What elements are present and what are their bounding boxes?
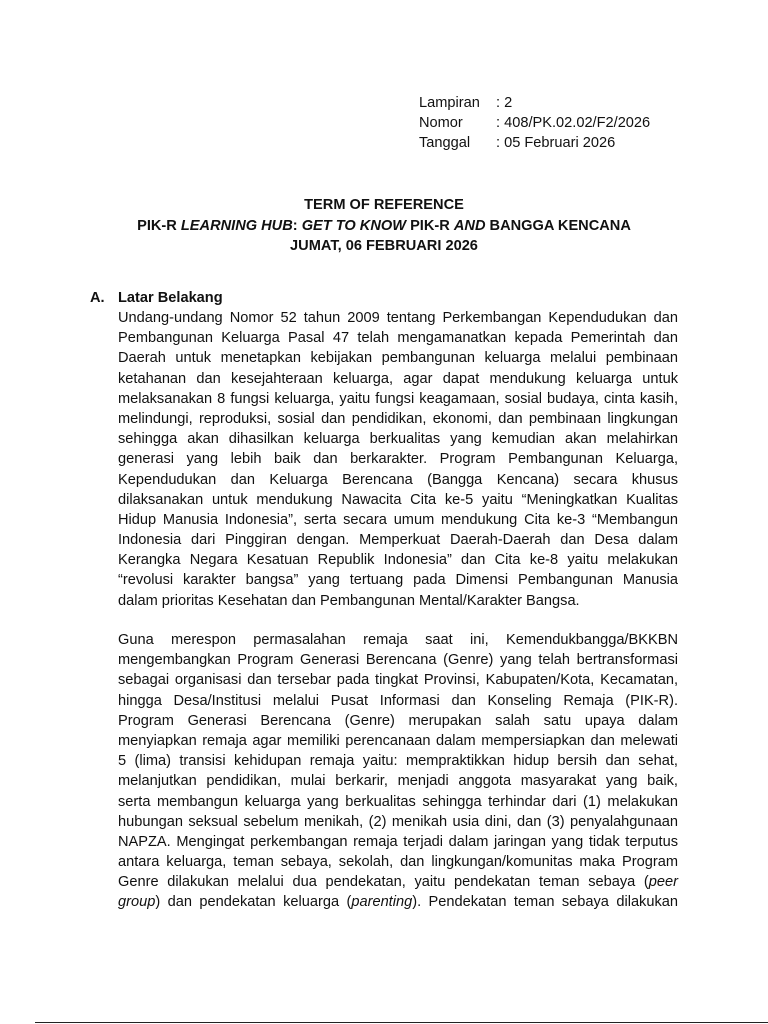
document-metadata: [419, 93, 650, 153]
paragraph-line: hubungan seksual sebelum menikah, (2) menikah usia dini, dan (3) penyalahgunaan: [118, 813, 678, 830]
paragraph-line: Indonesia dari Pinggiran dengan. Memperkuat Daerah-Daerah dan Desa dalam: [118, 532, 678, 549]
paragraph-line: Undang-undang Nomor 52 tahun 2009 tentang Perkembangan Kependudukan dan: [118, 310, 678, 326]
title-line-2: [0, 216, 768, 237]
paragraph-line: Kerangka Negara Kesatuan Republik Indonesia” dan Cita ke-8 yaitu melakukan: [118, 552, 678, 569]
section-heading: [90, 288, 223, 308]
italic-group: group: [118, 894, 156, 911]
paragraph-line: melindungi, reproduksi, sosial dan pendidikan, ekonomi, dan pembinaan lingkungan: [118, 410, 678, 427]
title-line-3: JUMAT, 06 FEBRUARI 2026: [290, 238, 478, 254]
title-text: :: [292, 217, 302, 234]
meta-row-nomor: [419, 113, 650, 133]
italic-parenting: parenting: [351, 894, 413, 911]
paragraph-line: dilaksanakan untuk mendukung Nawacita Cita ke-5 yaitu “Meningkatkan Kualitas: [118, 491, 678, 508]
paragraph-line: NAPZA. Mengingat perkembangan remaja terjadi dalam jaringan yang tidak terputus: [118, 833, 678, 850]
document-title: [0, 195, 768, 257]
title-line-1: TERM OF REFERENCE: [304, 197, 464, 213]
paragraph-line: antara keluarga, teman sebaya, sekolah, dan lingkungan/komunitas maka Program: [118, 854, 678, 871]
paragraph-line: Program Generasi Berencana (Genre) merupakan salah satu upaya dalam: [118, 712, 678, 729]
text-run: ). Pendekatan teman sebaya dilakukan: [412, 894, 678, 911]
page-bottom-rule: [35, 1022, 768, 1023]
paragraph-line: Kependudukan dan Keluarga Berencana (Bangga Kencana) secara khusus: [118, 471, 678, 488]
meta-value-tanggal: : 05 Februari 2026: [496, 135, 616, 151]
text-run: ) dan pendekatan keluarga (: [155, 894, 352, 911]
title-italic-learning-hub: LEARNING HUB: [180, 217, 293, 234]
section-letter: A.: [90, 290, 105, 306]
paragraph-line: menyiapkan remaja agar memiliki perencanaan dalam mempersiapkan dan melewati: [118, 732, 678, 749]
paragraph-line: Daerah untuk menetapkan kebijakan pembangunan keluarga melalui pembinaan: [118, 350, 678, 367]
title-text: BANGGA KENCANA: [485, 217, 631, 234]
text-run: Genre dilakukan melalui dua pendekatan, yaitu pendekatan teman sebaya (: [118, 874, 649, 891]
paragraph-line: “revolusi karakter bangsa” yang tertuang pada Dimensi Pembangunan Manusia: [118, 572, 678, 589]
paragraph-line: dalam prioritas Kesehatan dan Pembangunan Mental/Karakter Bangsa.: [118, 592, 580, 609]
paragraph-line: generasi yang lebih baik dan berkarakter. Program Pembangunan Keluarga,: [118, 451, 678, 468]
italic-peer: peer: [648, 874, 678, 891]
paragraph-latar-belakang-1: [118, 308, 678, 611]
paragraph-line: mengembangkan Program Generasi Berencana (Genre) yang telah bertransformasi: [118, 652, 678, 669]
paragraph-line: Hidup Manusia Indonesia”, serta secara umum mendukung Cita ke-3 “Membangun: [118, 511, 678, 528]
paragraph-line: Pembangunan Keluarga Pasal 47 telah mengamanatkan kepada Pemerintah dan: [118, 330, 678, 347]
meta-key-lampiran: Lampiran: [419, 95, 480, 111]
title-italic-get-to-know: GET TO KNOW: [301, 217, 407, 234]
meta-value-lampiran: : 2: [496, 95, 513, 111]
title-italic-and: AND: [453, 217, 486, 234]
meta-key-tanggal: Tanggal: [419, 135, 471, 151]
paragraph-line: sehingga akan dihasilkan keluarga berkualitas yang kemudian akan melahirkan: [118, 431, 678, 448]
paragraph-line: 5 (lima) transisi kehidupan remaja yaitu: mempraktikkan hidup bersih dan sehat,: [118, 753, 678, 770]
title-text: PIK-R: [406, 217, 454, 234]
meta-row-lampiran: [419, 93, 650, 113]
title-text: PIK-R: [137, 217, 181, 234]
section-title: Latar Belakang: [118, 290, 223, 306]
paragraph-line: ketahanan dan kesejahteraan keluarga, agar dapat mendukung keluarga untuk: [118, 370, 678, 387]
paragraph-line: hingga Desa/Institusi melalui Pusat Informasi dan Konseling Remaja (PIK-R).: [118, 692, 678, 709]
paragraph-line: sebagai organisasi dan tersebar pada tingkat Provinsi, Kabupaten/Kota, Kecamatan,: [118, 672, 678, 689]
paragraph-line: melaksanakan 8 fungsi keluarga, yaitu fungsi keagamaan, sosial budaya, cinta kasih,: [118, 390, 678, 407]
paragraph-line: melanjutkan pendidikan, mulai berkarir, menjadi anggota masyarakat yang baik,: [118, 773, 678, 790]
meta-row-tanggal: [419, 133, 650, 153]
paragraph-latar-belakang-2: [118, 630, 678, 913]
meta-key-nomor: Nomor: [419, 115, 463, 131]
paragraph-line: [118, 892, 678, 912]
paragraph-line: Guna merespon permasalahan remaja saat ini, Kemendukbangga/BKKBN: [118, 632, 678, 648]
paragraph-line: [118, 872, 678, 892]
meta-value-nomor: : 408/PK.02.02/F2/2026: [496, 115, 651, 131]
paragraph-line: serta membangun keluarga yang berkualitas sehingga terhindar dari (1) melakukan: [118, 793, 678, 810]
